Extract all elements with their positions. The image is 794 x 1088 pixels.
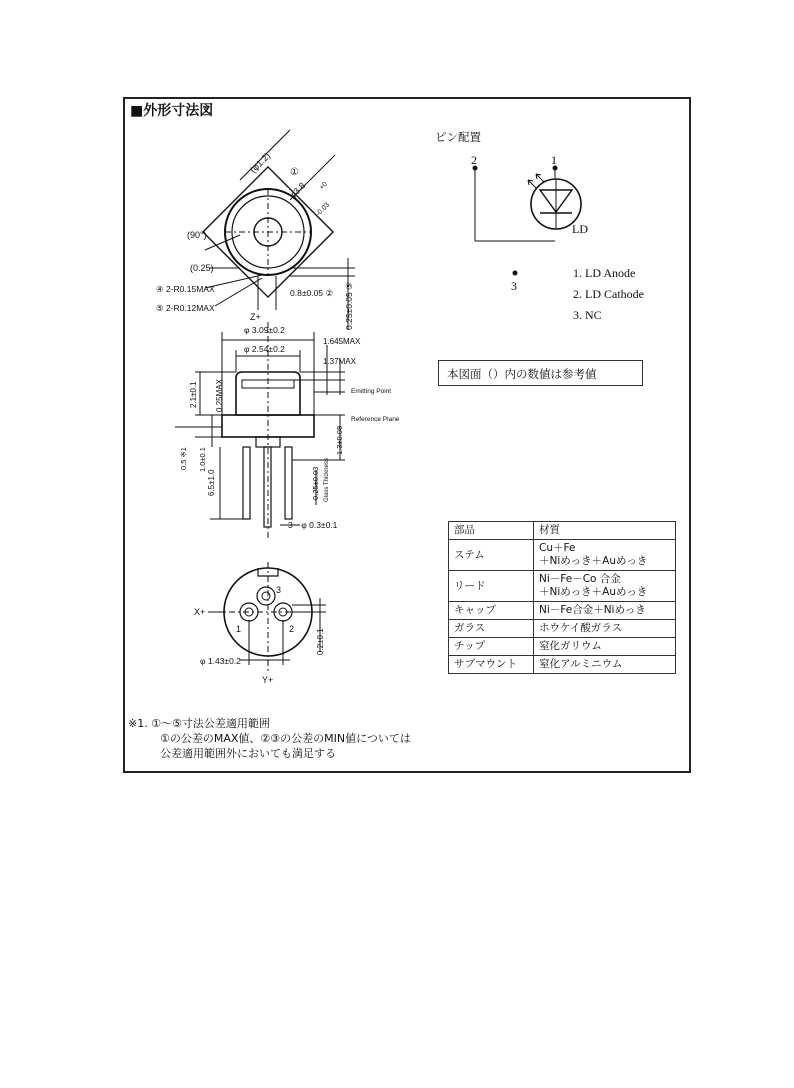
material-line: ＋Niめっき＋Auめっき	[539, 586, 648, 598]
pin1-label: 1	[551, 153, 557, 167]
side-glass-label: Glass Thickness	[324, 458, 330, 502]
side-reference: Reference Plane	[351, 416, 400, 423]
side-h025max: 0.25MAX	[215, 379, 224, 412]
material-line: Cu＋Fe	[539, 542, 576, 554]
material-cell: ホウケイ酸ガラス	[534, 620, 676, 638]
side-emitting: Emitting Point	[351, 388, 392, 395]
part-cell: サブマウント	[449, 656, 534, 674]
table-row	[449, 620, 676, 638]
bottom-p3: 3	[276, 585, 282, 595]
table-row	[449, 656, 676, 674]
side-glass: 0.25±0.03	[311, 466, 320, 500]
bottom-p1: 1	[236, 624, 242, 634]
footnote-line-3: 公差適用範囲外においても満足する	[160, 747, 336, 760]
top-w08: 0.8±0.05 ②	[290, 288, 334, 298]
ld-label: LD	[572, 222, 588, 236]
side-view-package	[175, 322, 345, 540]
bottom-p2: 2	[289, 624, 295, 634]
pin3-label: 3	[511, 279, 517, 293]
material-cell	[534, 571, 676, 602]
materials-table	[448, 521, 676, 674]
top-tol-minus: -0.03	[314, 201, 332, 218]
side-l1645: 1.645MAX	[323, 337, 361, 346]
header-material: 材質	[534, 522, 676, 540]
part-cell: ガラス	[449, 620, 534, 638]
material-line: ＋Niめっき＋Auめっき	[539, 555, 648, 567]
side-h13: 1.3±0.08	[335, 425, 344, 455]
pin-legend-1: 1. LD Anode	[573, 266, 636, 280]
footnote-line-2: ①の公差のMAX値、②③の公差のMIN値については	[160, 732, 411, 745]
footnote-line-1: ※1. ①～⑤寸法公差適用範囲	[128, 717, 270, 730]
pin-legend-3: 3. NC	[573, 308, 602, 322]
pin-diagram	[473, 166, 581, 275]
top-r015: ④ 2-R0.15MAX	[156, 284, 215, 294]
part-cell: リード	[449, 571, 534, 602]
top-d025: (0.25)	[190, 263, 214, 273]
side-h10: 1.0±0.1	[198, 447, 207, 472]
table-row	[449, 571, 676, 602]
bottom-xplus: X+	[194, 607, 206, 617]
side-l137: 1.37MAX	[323, 357, 356, 366]
side-h05: 0.5 ※1	[179, 447, 188, 470]
top-circ1: ①	[290, 167, 299, 178]
side-leads: 3－φ 0.3±0.1	[288, 520, 338, 530]
top-r012: ⑤ 2-R0.12MAX	[156, 303, 215, 313]
bottom-yplus: Y+	[262, 675, 274, 685]
side-h65: 6.5±1.0	[207, 469, 216, 496]
top-tol-plus: +0	[318, 180, 330, 192]
material-cell: 窒化アルミニウム	[534, 656, 676, 674]
pin2-label: 2	[471, 153, 477, 167]
top-h025: 0.25±0.05 ③	[344, 282, 354, 330]
header-part: 部品	[449, 522, 534, 540]
material-line: Ni－Fe－Co 合金	[539, 573, 621, 585]
side-h21: 2.1±0.1	[189, 381, 198, 408]
side-d254: φ 2.54±0.2	[244, 344, 285, 354]
top-d38: φ3.8	[287, 180, 308, 201]
table-row	[449, 540, 676, 571]
side-zplus: Z+	[250, 312, 261, 322]
part-cell: ステム	[449, 540, 534, 571]
material-cell: Ni－Fe合金＋Niめっき	[534, 602, 676, 620]
table-row	[449, 602, 676, 620]
part-cell: キャップ	[449, 602, 534, 620]
table-row	[449, 638, 676, 656]
top-d12: (φ1.2)	[247, 150, 273, 175]
side-d309: φ 3.09±0.2	[244, 325, 285, 335]
top-view-package	[203, 130, 355, 330]
part-cell: チップ	[449, 638, 534, 656]
material-cell	[534, 540, 676, 571]
bottom-d143: φ 1.43±0.2	[200, 656, 241, 666]
top-angle: (90°)	[187, 230, 207, 240]
footnote	[128, 716, 411, 761]
table-header-row	[449, 522, 676, 540]
pin-layout-title: ピン配置	[435, 130, 481, 144]
reference-note: 本図面（）内の数値は参考値	[438, 360, 643, 386]
bottom-d02: 0.2±0.1	[316, 628, 325, 655]
section-title: ■外形寸法図	[130, 103, 214, 119]
pin-legend-2: 2. LD Cathode	[573, 287, 644, 301]
material-cell: 窒化ガリウム	[534, 638, 676, 656]
